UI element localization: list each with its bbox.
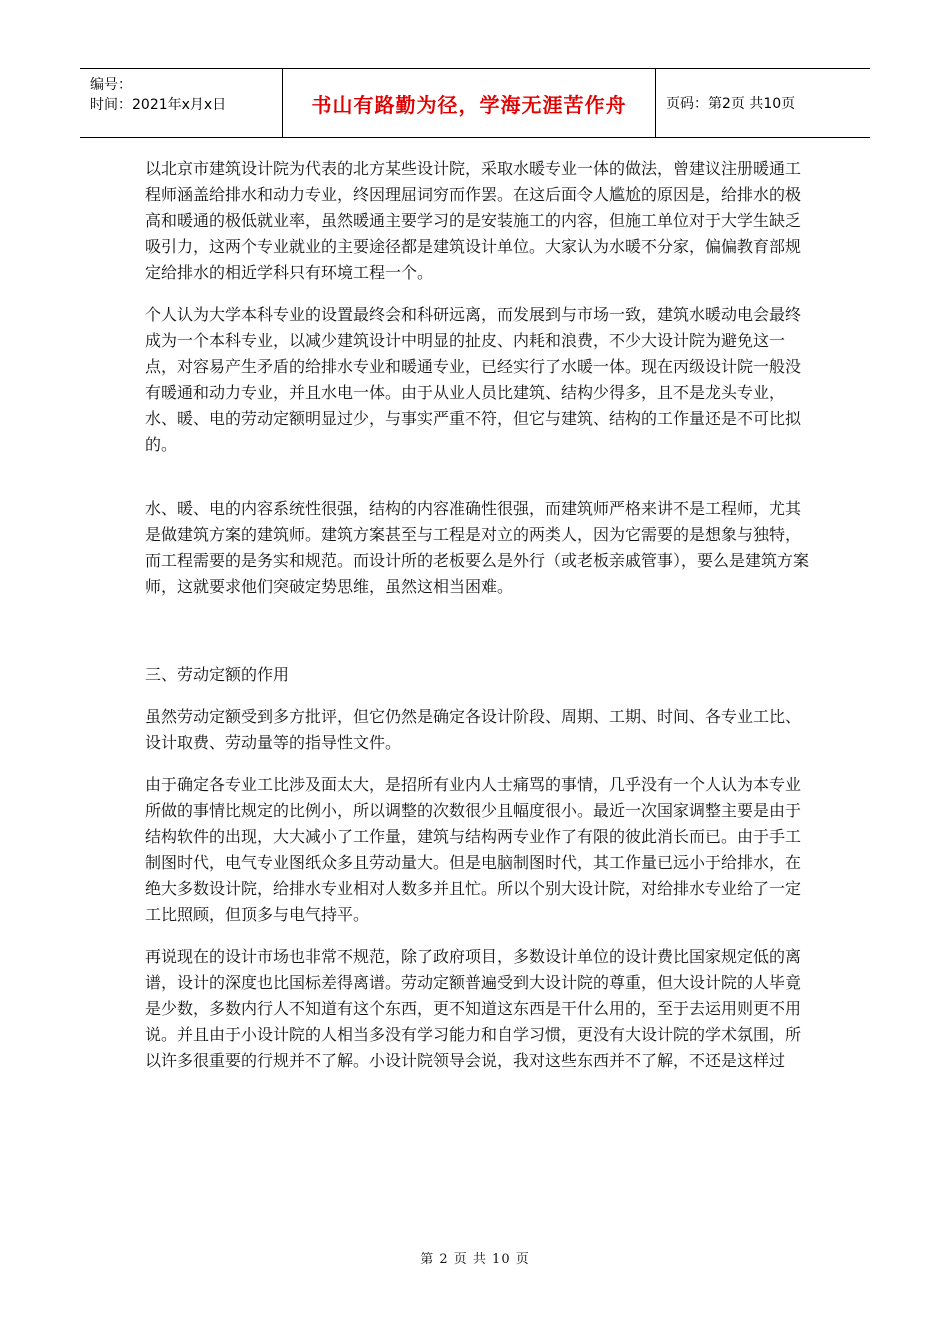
motto-text: 书山有路勤为径，学海无涯苦作舟 [311,92,627,117]
header-page-info [656,69,870,137]
document-number-label: 编号： [90,77,132,93]
section-heading: 三、劳动定额的作用 [145,665,290,684]
paragraph: 以北京市建筑设计院为代表的北方某些设计院，采取水暖专业一体的做法，曾建议注册暖通工程师涵盖给排水和动力专业，终因理屈词穷而作罢。在这后面令人尴尬的原因是，给排水的极高和暖通的极低就业率，虽然暖通主要学习的是安装施工的内容，但施工单位对于大学生缺乏吸引力，这两个专业就业的主要途径都是建筑设计单位。大家认为水暖不分家，偏偏教育部规定给排水的相近学科只有环境工程一个。 [145,159,802,282]
document-time-label: 时间：2021年x月x日 [90,97,227,113]
paragraph: 虽然劳动定额受到多方批评，但它仍然是确定各设计阶段、周期、工期、时间、各专业工比、设计取费、劳动量等的指导性文件。 [145,707,802,752]
paragraph: 再说现在的设计市场也非常不规范，除了政府项目，多数设计单位的设计费比国家规定低的离谱，设计的深度也比国标差得离谱。劳动定额普遍受到大设计院的尊重，但大设计院的人毕竟是少数，多数内行人不知道有这个东西，更不知道这东西是干什么用的，至于去运用则更不用说。并且由于小设计院的人相当多没有学习能力和自学习惯，更没有大设计院的学术氛围，所以许多很重要的行规并不了解。小设计院领导会说，我对这些东西并不了解，不还是这样过 [145,947,802,1070]
paragraph: 由于确定各专业工比涉及面太大，是招所有业内人士痛骂的事情，几乎没有一个人认为本专业所做的事情比规定的比例小，所以调整的次数很少且幅度很小。最近一次国家调整主要是由于结构软件的出现，大大减小了工作量，建筑与结构两专业作了有限的彼此消长而已。由于手工制图时代，电气专业图纸众多且劳动量大。但是电脑制图时代，其工作量已远小于给排水，在绝大多数设计院，给排水专业相对人数多并且忙。所以个别大设计院，对给排水专业给了一定工比照顾，但顶多与电气持平。 [145,775,802,924]
paragraph: 水、暖、电的内容系统性很强，结构的内容准确性很强，而建筑师严格来讲不是工程师，尤其是做建筑方案的建筑师。建筑方案甚至与工程是对立的两类人，因为它需要的是想象与独特，而工程需要的是务实和规范。而设计所的老板要么是外行（或老板亲戚管事），要么是建筑方案师，这就要求他们突破定势思维，虽然这相当困难。 [145,499,810,596]
header-meta [80,69,282,137]
document-body [145,156,813,1074]
footer-page-number: 第 2 页 共 10 页 [420,1252,530,1267]
page-info-text: 页码：第2页 共10页 [666,96,796,112]
page-footer [0,1248,950,1267]
header-motto [282,69,656,137]
document-header [80,68,870,138]
paragraph: 个人认为大学本科专业的设置最终会和科研远离，而发展到与市场一致，建筑水暖动电会最终成为一个本科专业，以减少建筑设计中明显的扯皮、内耗和浪费，不少大设计院为避免这一点，对容易产生矛盾的给排水专业和暖通专业，已经实行了水暖一体。现在丙级设计院一般没有暖通和动力专业，并且水电一体。由于从业人员比建筑、结构少得多，且不是龙头专业，水、暖、电的劳动定额明显过少，与事实严重不符，但它与建筑、结构的工作量还是不可比拟的。 [145,305,802,454]
